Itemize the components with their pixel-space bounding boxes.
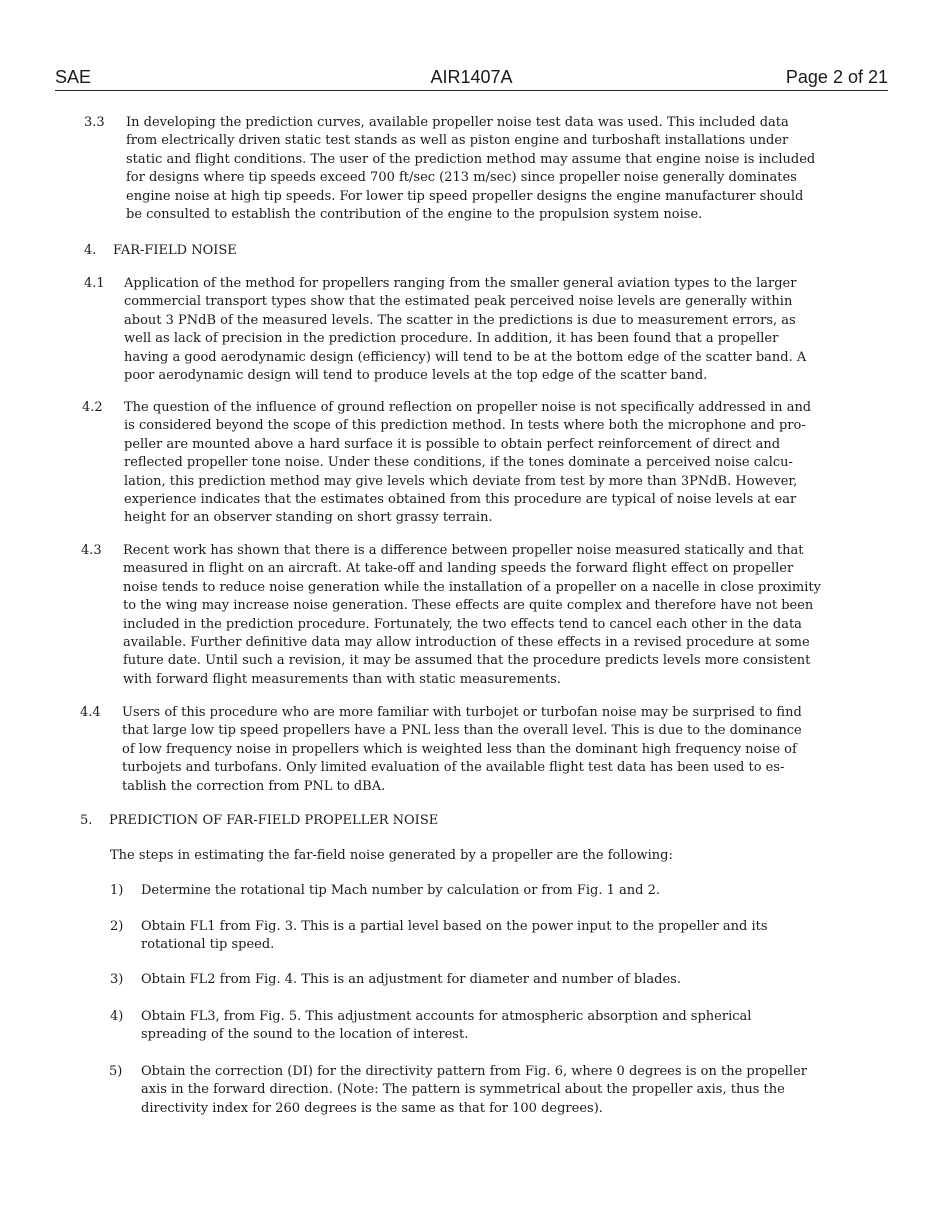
section-title: PREDICTION OF FAR-FIELD PROPELLER NOISE	[108, 813, 439, 828]
step-number: 1)	[110, 883, 124, 898]
text-line: experience indicates that the estimates obtained from this procedure are typical of noise levels at ear	[124, 492, 797, 508]
text-line: engine noise at high tip speeds. For lower tip speed propeller designs the engine manufacturer should	[126, 188, 804, 204]
step-text	[141, 971, 681, 989]
section-number: 4.3	[81, 543, 102, 558]
step-text	[141, 1063, 807, 1118]
paragraph-text	[126, 114, 815, 224]
text-line: commercial transport types show that the estimated peak perceived noise levels are generally within	[124, 294, 793, 310]
text-line: included in the prediction procedure. Fortunately, the two effects tend to cancel each other in the data	[123, 616, 802, 632]
step-number: 3)	[110, 972, 124, 987]
section-heading-5	[80, 812, 438, 830]
text-line: Users of this procedure who are more familiar with turbojet or turbofan noise may be surprised to find	[122, 705, 802, 720]
text-line: having a good aerodynamic design (efficiency) will tend to be at the bottom edge of the scatter band. A	[124, 349, 807, 365]
text-line: Obtain the correction (DI) for the directivity pattern from Fig. 6, where 0 degrees is on the propeller	[141, 1064, 807, 1079]
text-line: future date. Until such a revision, it may be assumed that the procedure predicts levels more consistent	[123, 653, 811, 669]
text-line: is considered beyond the scope of this prediction method. In tests where both the microphone and pro-	[124, 418, 806, 434]
text-line: spreading of the sound to the location of interest.	[141, 1027, 469, 1043]
text-line: axis in the forward direction. (Note: The pattern is symmetrical about the propeller axis, thus the	[141, 1082, 785, 1098]
paragraph-text	[124, 399, 811, 528]
text-line: turbojets and turbofans. Only limited evaluation of the available flight test data has been used to es-	[122, 760, 785, 776]
header-org: SAE	[55, 67, 92, 87]
text-line: Determine the rotational tip Mach number by calculation or from Fig. 1 and 2.	[141, 883, 661, 898]
text-line: to the wing may increase noise generation. These effects are quite complex and therefore have not been	[123, 598, 814, 614]
section-number: 3.3	[84, 115, 105, 130]
text-line: from electrically driven static test stands as well as piston engine and turboshaft installations under	[126, 133, 789, 149]
text-line: Obtain FL3, from Fig. 5. This adjustment accounts for atmospheric absorption and spherical	[141, 1009, 752, 1024]
paragraph-text	[123, 542, 821, 689]
text-line: rotational tip speed.	[141, 937, 275, 953]
header-doc-id: AIR1407A	[430, 67, 513, 87]
text-line: available. Further definitive data may allow introduction of these effects in a revised procedure at some	[123, 635, 810, 651]
step-text	[141, 1008, 751, 1045]
text-line: noise tends to reduce noise generation while the installation of a propeller on a nacelle in close proximity	[123, 579, 821, 595]
text-line: Obtain FL2 from Fig. 4. This is an adjustment for diameter and number of blades.	[141, 972, 681, 987]
text-line: be consulted to establish the contribution of the engine to the propulsion system noise.	[126, 207, 703, 223]
text-line: Application of the method for propellers ranging from the smaller general aviation types to the larger	[124, 276, 797, 291]
section-title: FAR-FIELD NOISE	[112, 243, 237, 258]
step-text	[141, 918, 768, 955]
section-number: 4.4	[80, 705, 101, 720]
text-line: about 3 PNdB of the measured levels. The scatter in the predictions is due to measurement errors, as	[124, 312, 796, 328]
text-line: tablish the correction from PNL to dBA.	[122, 778, 386, 794]
step-number: 4)	[110, 1009, 124, 1024]
section-heading-4	[84, 242, 237, 260]
text-line: that large low tip speed propellers have a PNL less than the overall level. This is due to the dominance	[122, 723, 802, 739]
header-page-number: Page 2 of 21	[785, 67, 888, 87]
text-line: reflected propeller tone noise. Under these conditions, if the tones dominate a perceived noise calcu-	[124, 455, 793, 471]
text-line: Recent work has shown that there is a difference between propeller noise measured statically and that	[123, 543, 804, 558]
text-line: height for an observer standing on short grassy terrain.	[124, 510, 493, 526]
section-5-intro: The steps in estimating the far-field noise generated by a propeller are the following:	[110, 848, 673, 863]
text-line: static and flight conditions. The user of the prediction method may assume that engine noise is included	[126, 151, 816, 167]
text-line: The question of the influence of ground reflection on propeller noise is not specifically addressed in and	[124, 400, 812, 415]
paragraph-text	[124, 275, 806, 385]
section-number: 4.	[84, 243, 97, 258]
paragraph-text	[122, 704, 802, 796]
text-line: peller are mounted above a hard surface it is possible to obtain perfect reinforcement of direct and	[124, 436, 781, 452]
text-line: well as lack of precision in the prediction procedure. In addition, it has been found that a propeller	[124, 331, 779, 347]
text-line: for designs where tip speeds exceed 700 ft/sec (213 m/sec) since propeller noise generally dominates	[126, 170, 797, 186]
text-line: Obtain FL1 from Fig. 3. This is a partial level based on the power input to the propeller and its	[141, 919, 768, 934]
section-number: 5.	[80, 813, 93, 828]
text-line: lation, this prediction method may give levels which deviate from test by more than 3PNdB. However,	[124, 473, 798, 489]
text-line: with forward flight measurements than with static measurements.	[123, 671, 561, 687]
text-line: In developing the prediction curves, available propeller noise test data was used. This included data	[126, 115, 789, 130]
section-number: 4.2	[82, 400, 103, 415]
section-number: 4.1	[84, 276, 105, 291]
step-text	[141, 882, 660, 900]
step-number: 5)	[109, 1064, 123, 1079]
text-line: poor aerodynamic design will tend to produce levels at the top edge of the scatter band.	[124, 368, 708, 384]
page-header	[55, 66, 888, 91]
text-line: measured in flight on an aircraft. At take-off and landing speeds the forward flight effect on propeller	[123, 561, 794, 577]
text-line: directivity index for 260 degrees is the same as that for 100 degrees).	[141, 1100, 603, 1116]
text-line: of low frequency noise in propellers which is weighted less than the dominant high frequency noise of	[122, 741, 797, 757]
step-number: 2)	[110, 919, 124, 934]
